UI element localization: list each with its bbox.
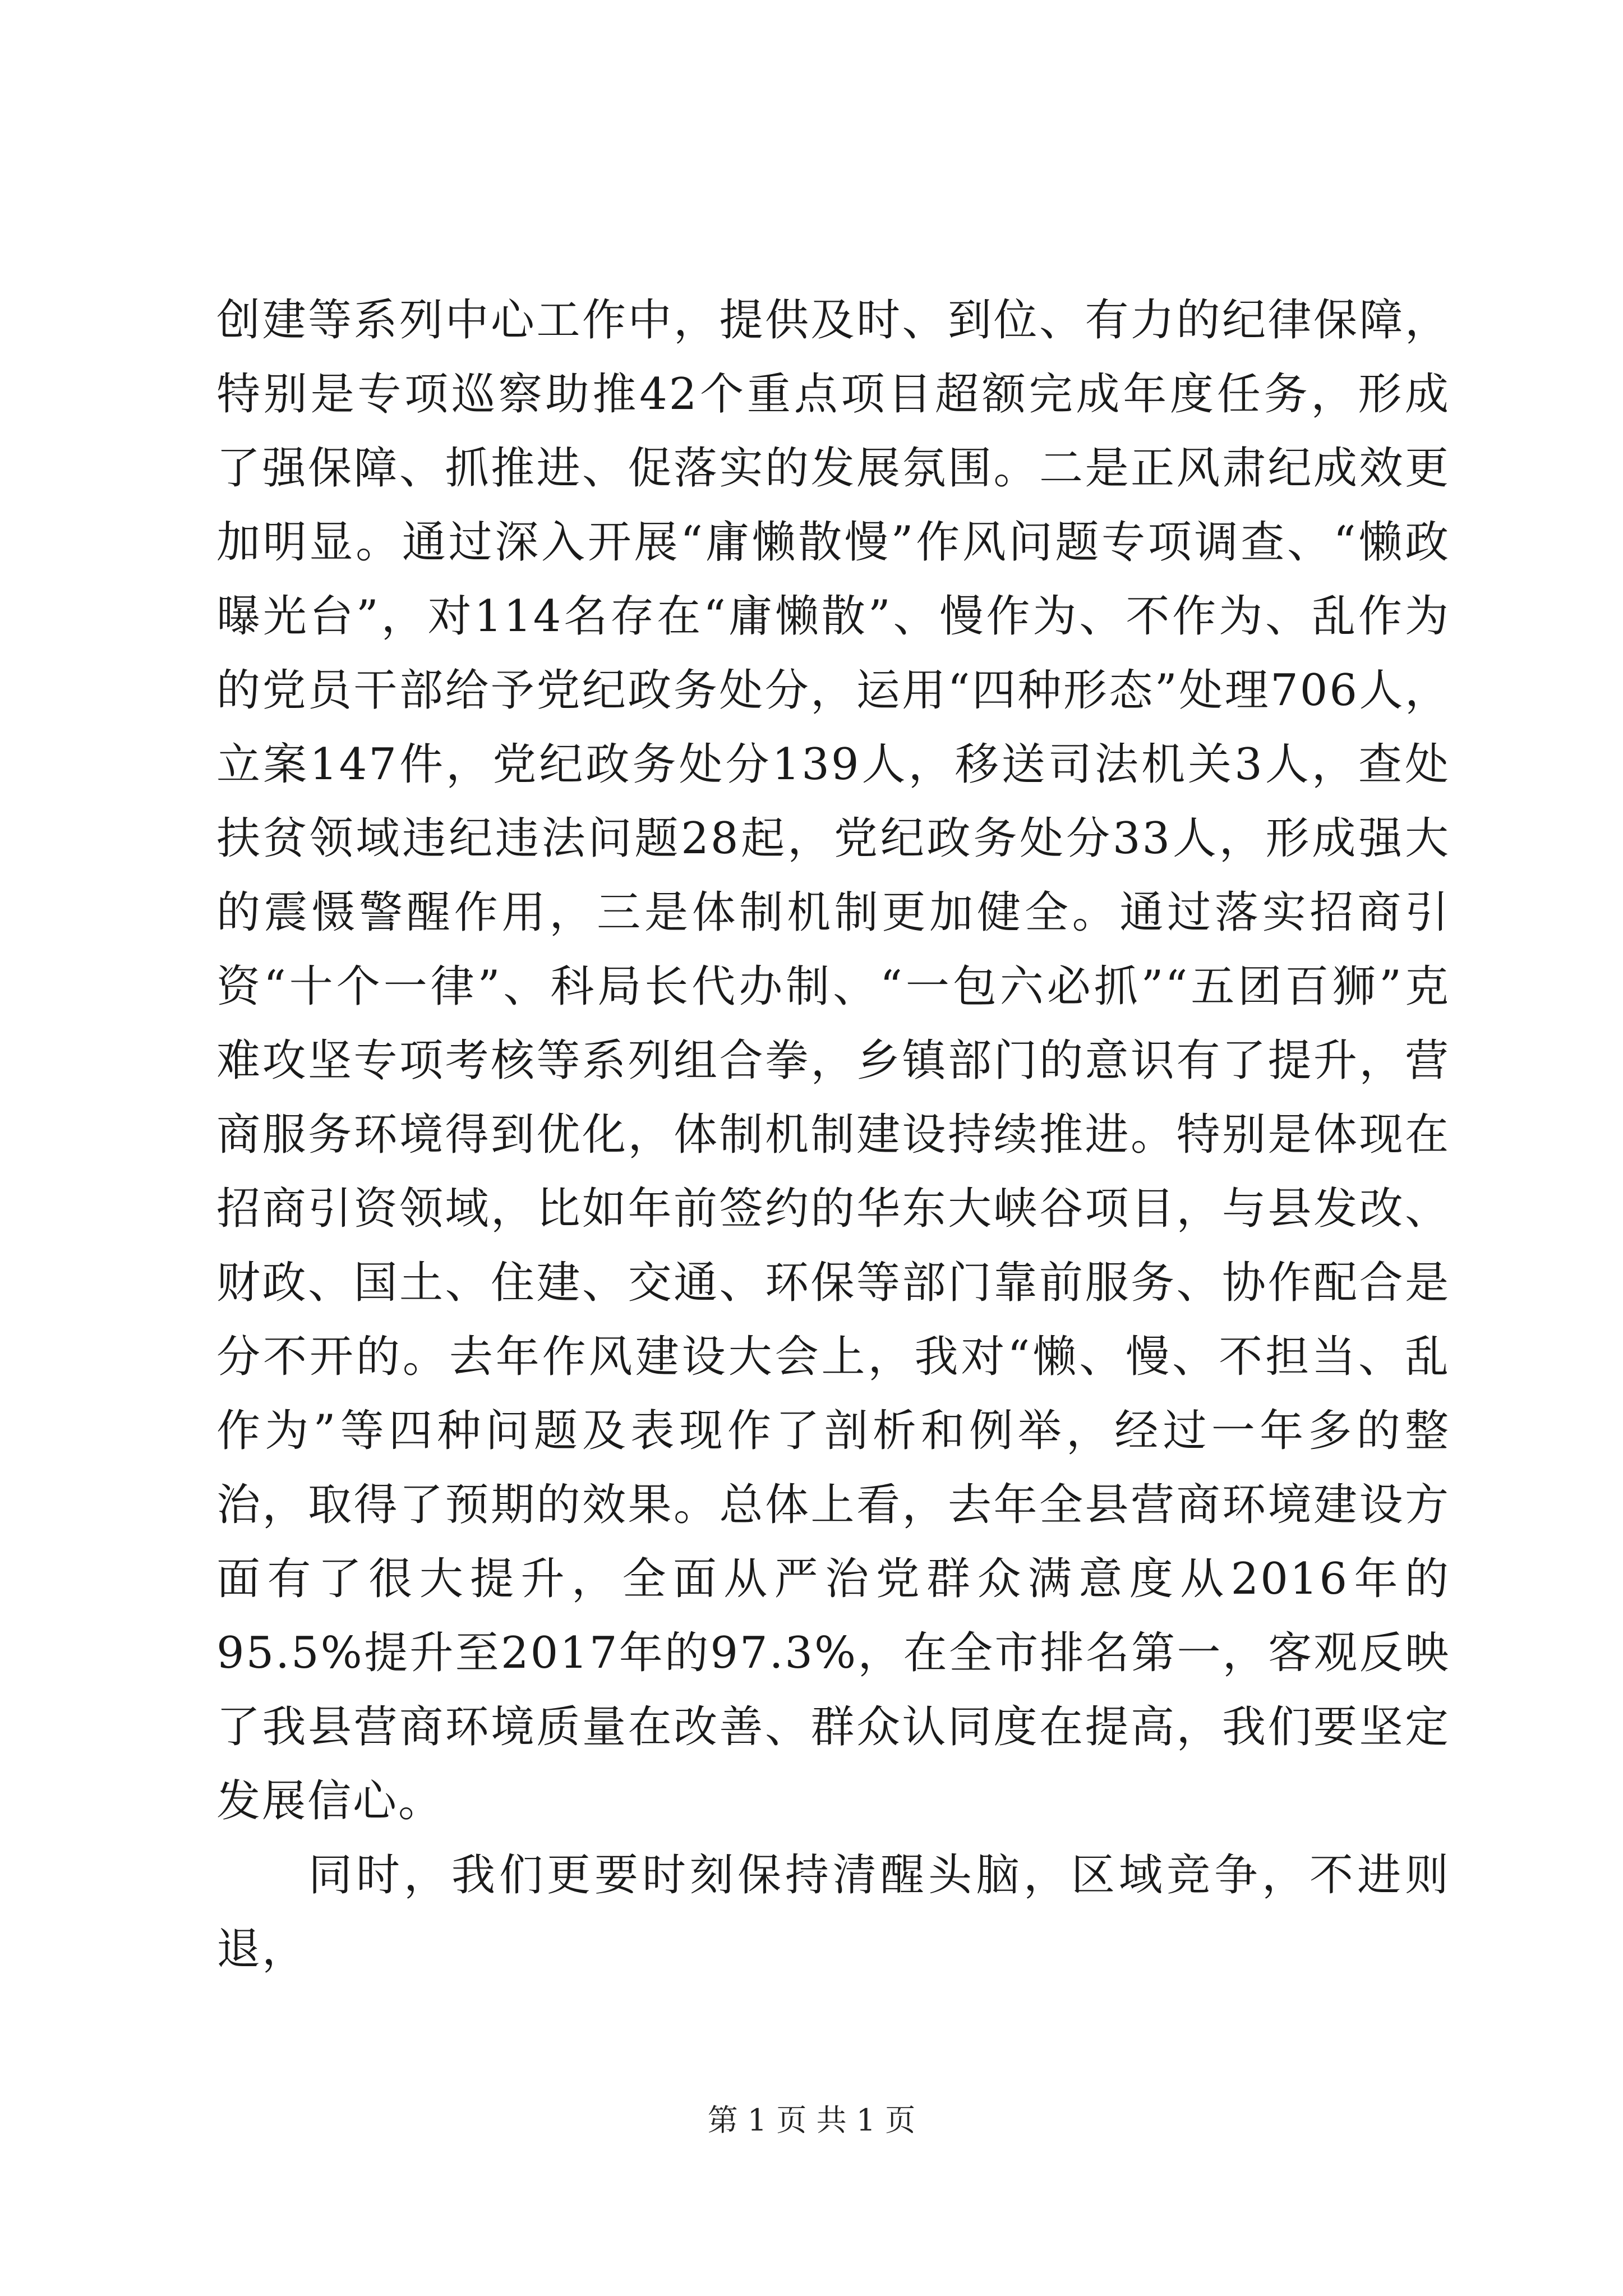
- paragraph-new: 同时，我们更要时刻保持清醒头脑，区域竞争，不进则退，: [216, 1850, 1450, 1975]
- page-number-label: 第 1 页 共 1 页: [707, 2102, 916, 2138]
- paragraph-continued: 创建等系列中心工作中，提供及时、到位、有力的纪律保障，特别是专项巡察助推42个重点项目超额完成年度任务，形成了强保障、抓推进、促落实的发展氛围。二是正风肃纪成效更加明显。通过深入开展“庸懒散慢”作风问题专项调查、“懒政曝光台”，对114名存在“庸懒散”、慢作为、不作为、乱作为的党员干部给予党纪政务处分，运用“四种形态”处理706人，立案147件，党纪政务处分139人，移送司法机关3人，查处扶贫领域违纪违法问题28起，党纪政务处分33人，形成强大的震慑警醒作用，三是体制机制更加健全。通过落实招商引资“十个一律”、科局长代办制、“一包六必抓”“五团百狮”克难攻坚专项考核等系列组合拳，乡镇部门的意识有了提升，营商服务环境得到优化，体制机制建设持续推进。特别是体现在招商引资领域，比如年前签约的华东大峡谷项目，与县发改、财政、国土、住建、交通、环保等部门靠前服务、协作配合是分不开的。去年作风建设大会上，我对“懒、慢、不担当、乱作为”等四种问题及表现作了剖析和例举，经过一年多的整治，取得了预期的效果。总体上看，去年全县营商环境建设方面有了很大提升，全面从严治党群众满意度从2016年的95.5%提升至2017年的97.3%，在全市排名第一，客观反映了我县营商环境质量在改善、群众认同度在提高，我们要坚定发展信心。: [216, 295, 1450, 1826]
- document-body: [216, 283, 1450, 1986]
- page-footer: [0, 2101, 1623, 2140]
